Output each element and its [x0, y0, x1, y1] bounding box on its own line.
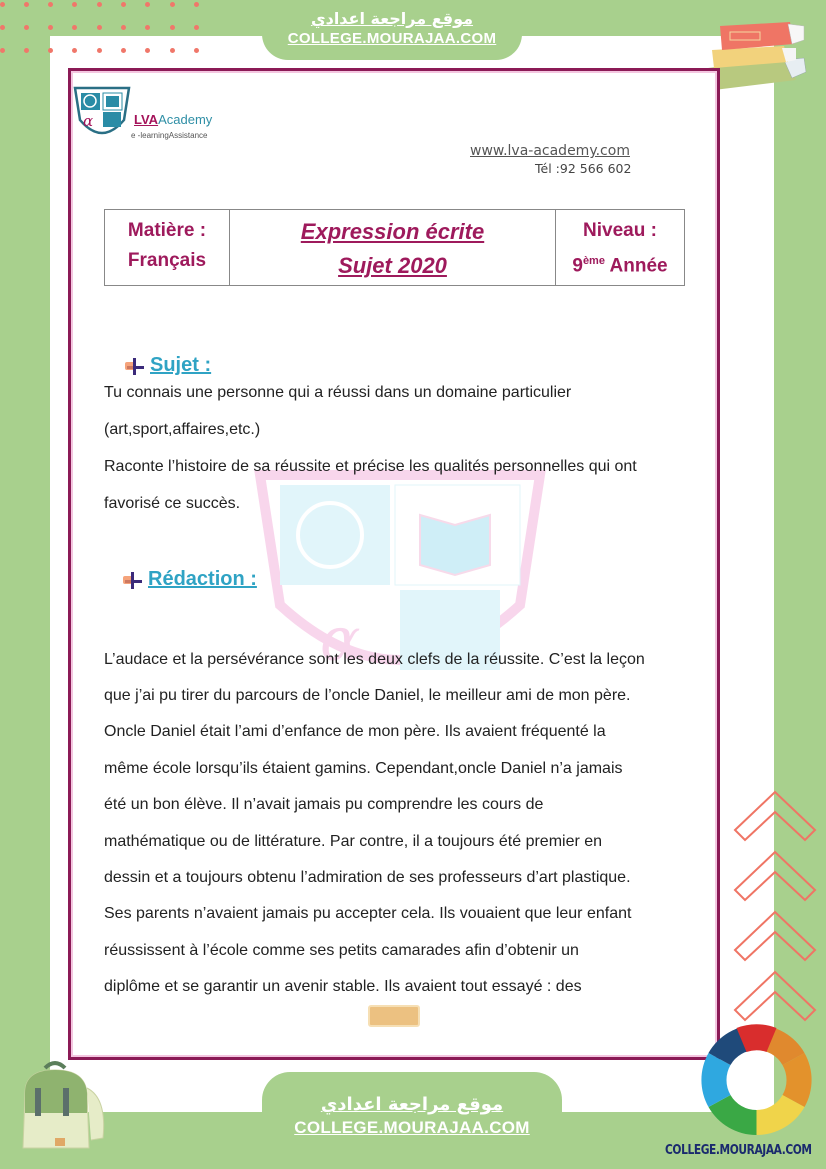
redaction-line: dessin et a toujours obtenu l’admiration de ses professeurs d’art plastique.: [104, 869, 631, 886]
subjects-ring-logo-icon: [694, 1022, 819, 1140]
sujet-line: Raconte l’histoire de sa réussite et précise les qualités personnelles qui ont: [104, 458, 637, 475]
redaction-line: Oncle Daniel était l’ami d’enfance de mon père. Ils avaient fréquenté la: [104, 723, 606, 740]
footer-banner-arabic: موقع مراجعة اعدادي: [320, 1094, 504, 1115]
title-cell: [230, 210, 556, 285]
redaction-line: réussissent à l’école comme ses petits camarades afin d’obtenir un: [104, 942, 579, 959]
phone-number: Tél :92 566 602: [535, 161, 632, 176]
redaction-line: mathématique ou de littérature. Par contre, il a toujours été premier en: [104, 833, 603, 850]
bullet-plus-icon: [124, 356, 146, 376]
chevron-up-decoration-icon: [733, 790, 818, 1040]
lva-academy-logo-icon: [72, 84, 132, 142]
corner-logo-label[interactable]: COLLEGE.MOURAJAA.COM: [665, 1143, 812, 1158]
website-link[interactable]: www.lva-academy.com: [470, 143, 630, 159]
footer-banner-url[interactable]: COLLEGE.MOURAJAA.COM: [294, 1118, 530, 1137]
title-line-2: Sujet 2020: [338, 253, 447, 278]
subject-value: Français: [127, 250, 207, 271]
site-banner-arabic: موقع مراجعة اعدادي: [310, 9, 474, 28]
sujet-line: Tu connais une personne qui a réussi dans un domaine particulier: [104, 384, 572, 401]
redaction-line: L’audace et la persévérance sont les deux clefs de la réussite. C’est la leçon: [104, 651, 645, 668]
subject-label: Matière :: [127, 220, 207, 241]
level-value: 9ème Année: [572, 255, 668, 277]
redaction-line: même école lorsqu’ils étaient gamins. Cependant,oncle Daniel n’a jamais: [104, 760, 623, 777]
redaction-line: que j’ai pu tirer du parcours de l’oncle Daniel, le meilleur ami de mon père.: [104, 687, 631, 704]
sujet-line: (art,sport,affaires,etc.): [104, 421, 261, 438]
logo-tagline: e -learningAssistance: [131, 131, 208, 140]
redaction-line: été un bon élève. Il n’avait jamais pu comprendre les cours de: [104, 796, 544, 813]
sujet-heading: Sujet :: [124, 354, 211, 377]
redaction-heading: Rédaction :: [122, 568, 257, 591]
redaction-line: diplôme et se garantir un avenir stable. Ils avaient tout essayé : des: [104, 978, 582, 995]
bullet-plus-icon: [122, 570, 144, 590]
redaction-line: Ses parents n’avaient jamais pu accepter cela. Ils vouaient que leur enfant: [104, 905, 632, 922]
level-label: Niveau :: [583, 220, 657, 241]
site-banner-top: [262, 0, 522, 60]
subject-cell: [105, 210, 230, 285]
sujet-line: favorisé ce succès.: [104, 495, 241, 512]
page-tag: [368, 1005, 420, 1027]
svg-text:α: α: [320, 605, 361, 675]
logo-brand: LVAAcademy: [134, 112, 213, 127]
decorative-dots: [0, 0, 200, 56]
site-banner-url[interactable]: COLLEGE.MOURAJAA.COM: [287, 30, 497, 47]
backpack-icon: [15, 1058, 115, 1158]
info-table: [104, 209, 685, 286]
svg-text:α: α: [83, 112, 94, 130]
level-cell: [556, 210, 684, 285]
title-line-1: Expression écrite: [300, 219, 485, 244]
site-banner-bottom: [262, 1072, 562, 1169]
